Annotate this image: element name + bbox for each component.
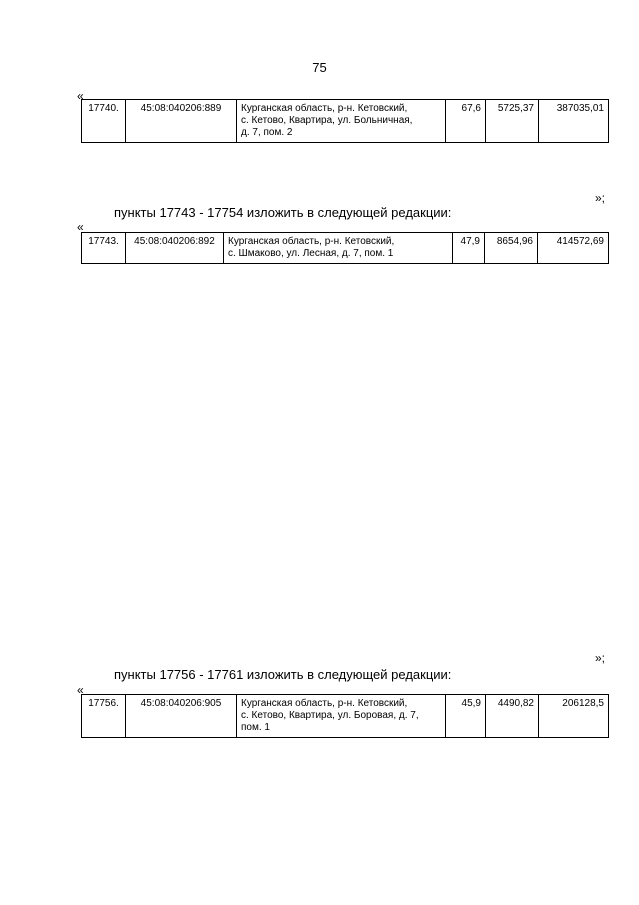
cadastral-number-cell: 45:08:040206:892 bbox=[126, 233, 224, 264]
row-number-cell: 17743. bbox=[82, 233, 126, 264]
area-cell: 67,6 bbox=[446, 100, 486, 143]
price-cell: 8654,96 bbox=[485, 233, 538, 264]
table-1 bbox=[81, 99, 609, 143]
price-cell: 5725,37 bbox=[486, 100, 539, 143]
section-heading-17743-17754: пункты 17743 - 17754 изложить в следующей редакции: bbox=[114, 205, 452, 220]
value-cell: 387035,01 bbox=[539, 100, 609, 143]
open-quote-1: « bbox=[77, 89, 84, 103]
row-number-cell: 17740. bbox=[82, 100, 126, 143]
area-cell: 45,9 bbox=[446, 695, 486, 738]
table-2 bbox=[81, 232, 609, 264]
row-number-cell: 17756. bbox=[82, 695, 126, 738]
open-quote-2: « bbox=[77, 220, 84, 234]
area-cell: 47,9 bbox=[453, 233, 485, 264]
close-quote-1: »; bbox=[595, 191, 606, 205]
address-cell: Курганская область, р-н. Кетовский, с. Кетово, Квартира, ул. Боровая, д. 7, пом. 1 bbox=[237, 695, 446, 738]
address-cell: Курганская область, р-н. Кетовский, с. Кетово, Квартира, ул. Больничная, д. 7, пом. 2 bbox=[237, 100, 446, 143]
price-cell: 4490,82 bbox=[486, 695, 539, 738]
address-cell: Курганская область, р-н. Кетовский, с. Шмаково, ул. Лесная, д. 7, пом. 1 bbox=[224, 233, 453, 264]
table-3 bbox=[81, 694, 609, 738]
cadastral-number-cell: 45:08:040206:905 bbox=[126, 695, 237, 738]
value-cell: 206128,5 bbox=[539, 695, 609, 738]
open-quote-3: « bbox=[77, 683, 84, 697]
table-row bbox=[82, 100, 609, 143]
cadastral-number-cell: 45:08:040206:889 bbox=[126, 100, 237, 143]
page-number: 75 bbox=[312, 60, 327, 75]
table-row bbox=[82, 233, 609, 264]
section-heading-17756-17761: пункты 17756 - 17761 изложить в следующей редакции: bbox=[114, 667, 452, 682]
close-quote-2: »; bbox=[595, 651, 606, 665]
value-cell: 414572,69 bbox=[538, 233, 609, 264]
table-row bbox=[82, 695, 609, 738]
